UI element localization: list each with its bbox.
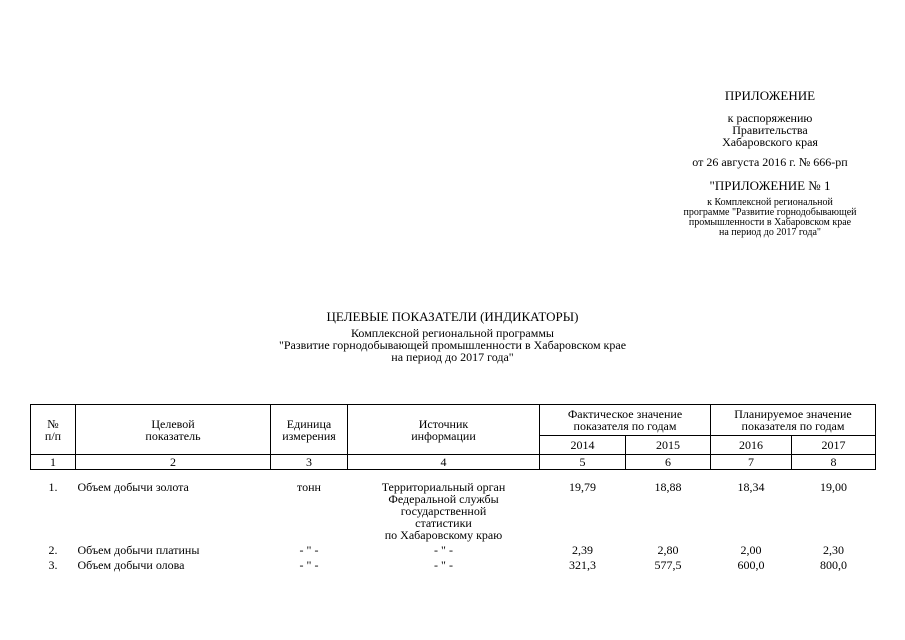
row-value: 2,80 <box>657 543 679 557</box>
row-source: - " - <box>434 543 453 557</box>
header-indicator: Целевой показатель <box>76 405 271 455</box>
row-value: 19,79 <box>569 480 596 494</box>
annex-line: Хабаровского края <box>722 135 818 149</box>
row-value: 2,39 <box>572 543 593 557</box>
row-value: 600,0 <box>737 558 765 572</box>
header-year: 2016 <box>711 436 792 455</box>
row-value: 800,0 <box>820 558 847 572</box>
document-title: ЦЕЛЕВЫЕ ПОКАЗАТЕЛИ (ИНДИКАТОРЫ) <box>326 309 579 324</box>
column-number: 3 <box>271 455 348 470</box>
column-number: 8 <box>792 455 876 470</box>
header-unit: Единица измерения <box>271 405 348 455</box>
row-value: 2,30 <box>823 543 844 557</box>
subtitle-line: на период до 2017 года" <box>391 350 514 364</box>
document-subtitle <box>0 327 905 363</box>
appendix-1-reference <box>600 198 905 238</box>
column-number: 6 <box>626 455 711 470</box>
appendix-line: к Комплексной региональной <box>707 197 833 208</box>
header-num: № п/п <box>31 405 76 455</box>
header-actual: Фактическое значение показателя по годам <box>540 405 711 436</box>
header-year: 2014 <box>540 436 626 455</box>
column-number: 1 <box>31 455 76 470</box>
column-number: 4 <box>348 455 540 470</box>
row-value: 577,5 <box>654 558 682 572</box>
row-value: 18,88 <box>654 480 682 494</box>
indicators-table <box>30 404 876 571</box>
subtitle-line: Комплексной региональной программы <box>351 326 554 340</box>
row-indicator: Объем добычи олова <box>77 558 185 572</box>
row-value: 321,3 <box>569 558 596 572</box>
column-number: 2 <box>76 455 271 470</box>
subtitle-line: "Развитие горнодобывающей промышленности в Хабаровском крае <box>278 338 627 352</box>
row-indicator: Объем добычи золота <box>77 480 189 494</box>
row-unit: тонн <box>297 480 321 494</box>
appendix-line: промышленности в Хабаровском крае <box>688 217 852 228</box>
row-indicator: Объем добычи платины <box>77 543 200 557</box>
annex-title: ПРИЛОЖЕНИЕ <box>724 88 816 103</box>
row-number: 3. <box>48 558 58 572</box>
row-value: 18,34 <box>737 480 765 494</box>
row-value: 19,00 <box>820 480 847 494</box>
row-unit: - " - <box>299 543 319 557</box>
table-row <box>31 470 876 542</box>
row-source: Территориальный орган Федеральной службы государственной статистики по Хабаровскому краю <box>381 480 506 542</box>
annex-reference <box>600 112 905 148</box>
appendix-1-title: "ПРИЛОЖЕНИЕ № 1 <box>709 178 831 193</box>
header-source: Источник информации <box>348 405 540 455</box>
row-value: 2,00 <box>740 543 762 557</box>
annex-line: к распоряжению <box>727 111 813 125</box>
table-row <box>31 541 876 556</box>
row-source: - " - <box>434 558 453 572</box>
header-planned: Планируемое значение показателя по годам <box>711 405 876 436</box>
header-year: 2017 <box>792 436 876 455</box>
annex-line: Правительства <box>732 123 808 137</box>
row-unit: - " - <box>299 558 319 572</box>
header-year: 2015 <box>626 436 711 455</box>
annex-date: от 26 августа 2016 г. № 666-рп <box>692 155 848 169</box>
appendix-line: на период до 2017 года" <box>719 227 821 238</box>
row-number: 1. <box>48 480 58 494</box>
row-number: 2. <box>48 543 58 557</box>
column-number: 7 <box>711 455 792 470</box>
table-row <box>31 556 876 571</box>
appendix-line: программе "Развитие горнодобывающей <box>683 207 857 218</box>
column-number: 5 <box>540 455 626 470</box>
